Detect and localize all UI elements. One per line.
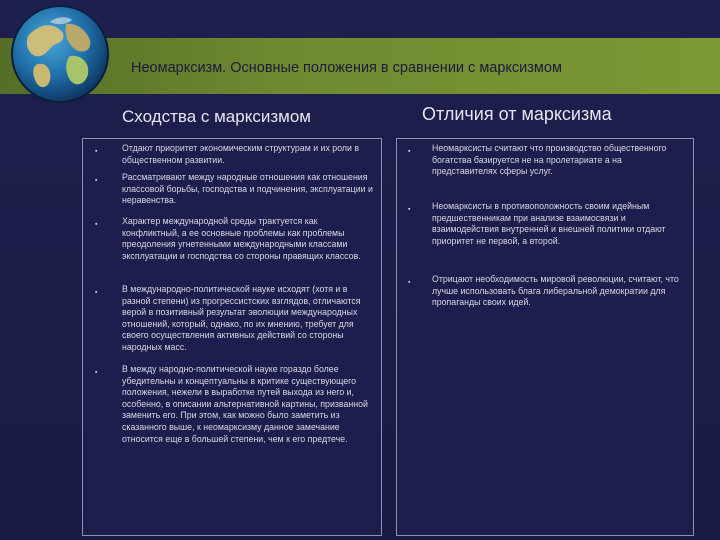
- globe-icon: [10, 4, 110, 104]
- list-item: Отдают приоритет экономическим структурам и их роли в общественном развитии.: [122, 143, 360, 165]
- bullet-dot-icon: ▪: [408, 279, 411, 286]
- bullet-dot-icon: ▪: [95, 369, 98, 376]
- bullet-dot-icon: ▪: [95, 289, 98, 296]
- list-item: В международно-политической науке исходят (хотя и в разной степени) из прогрессистских взглядов, отличаются верой в позитивный результат эволюции международных отношений, который, однако, по их мнению, требует для своего осуществления активных действий со стороны народных масс.: [122, 284, 361, 352]
- bullet-dot-icon: ▪: [408, 206, 411, 213]
- list-item: Отрицают необходимость мировой революции, считают, что лучше использовать блага либеральной демократии для пропаганды своих идей.: [432, 274, 679, 308]
- list-item: Характер международной среды трактуется как конфликтный, а ее основные проблемы как проблемы преодоления угнетенными международными классами эксплуатации и господства со стороны правящих классов.: [122, 216, 361, 261]
- bullet-dot-icon: ▪: [95, 177, 98, 184]
- list-item: Рассматривают между народные отношения как отношения классовой борьбы, господства и подчинения, эксплуатации и неравенства.: [122, 172, 373, 206]
- list-item: Неомарксисты в противоположность своим идейным предшественникам при анализе взаимосвязи и взаимодействия внутренней и внешней политики отдают приоритет не первой, а второй.: [432, 201, 666, 246]
- similarities-box: [82, 138, 382, 536]
- right-column-heading: Отличия от марксизма: [422, 104, 612, 124]
- left-column-heading: Сходства с марксизмом: [122, 107, 311, 126]
- list-item: Неомарксисты считают что производство общественного богатства базируется не на пролетариате а на представителях сферы услуг.: [432, 143, 667, 177]
- slide-title: Неомарксизм. Основные положения в сравнении с марксизмом: [131, 60, 562, 76]
- bullet-dot-icon: ▪: [95, 148, 98, 155]
- bullet-dot-icon: ▪: [95, 221, 98, 228]
- list-item: В между народно-политической науке гораздо более убедительны и концептуальны в критике существующего положения, нежели в выработке путей выхода из него и, особенно, в описании альтернативной картины, призванной заменить его. При этом, как можно было заметить из сказанного выше, к неомарксизму данное замечание относится еще в большей степени, чем к его предтече.: [122, 364, 368, 444]
- differences-box: [396, 138, 694, 536]
- bullet-dot-icon: ▪: [408, 148, 411, 155]
